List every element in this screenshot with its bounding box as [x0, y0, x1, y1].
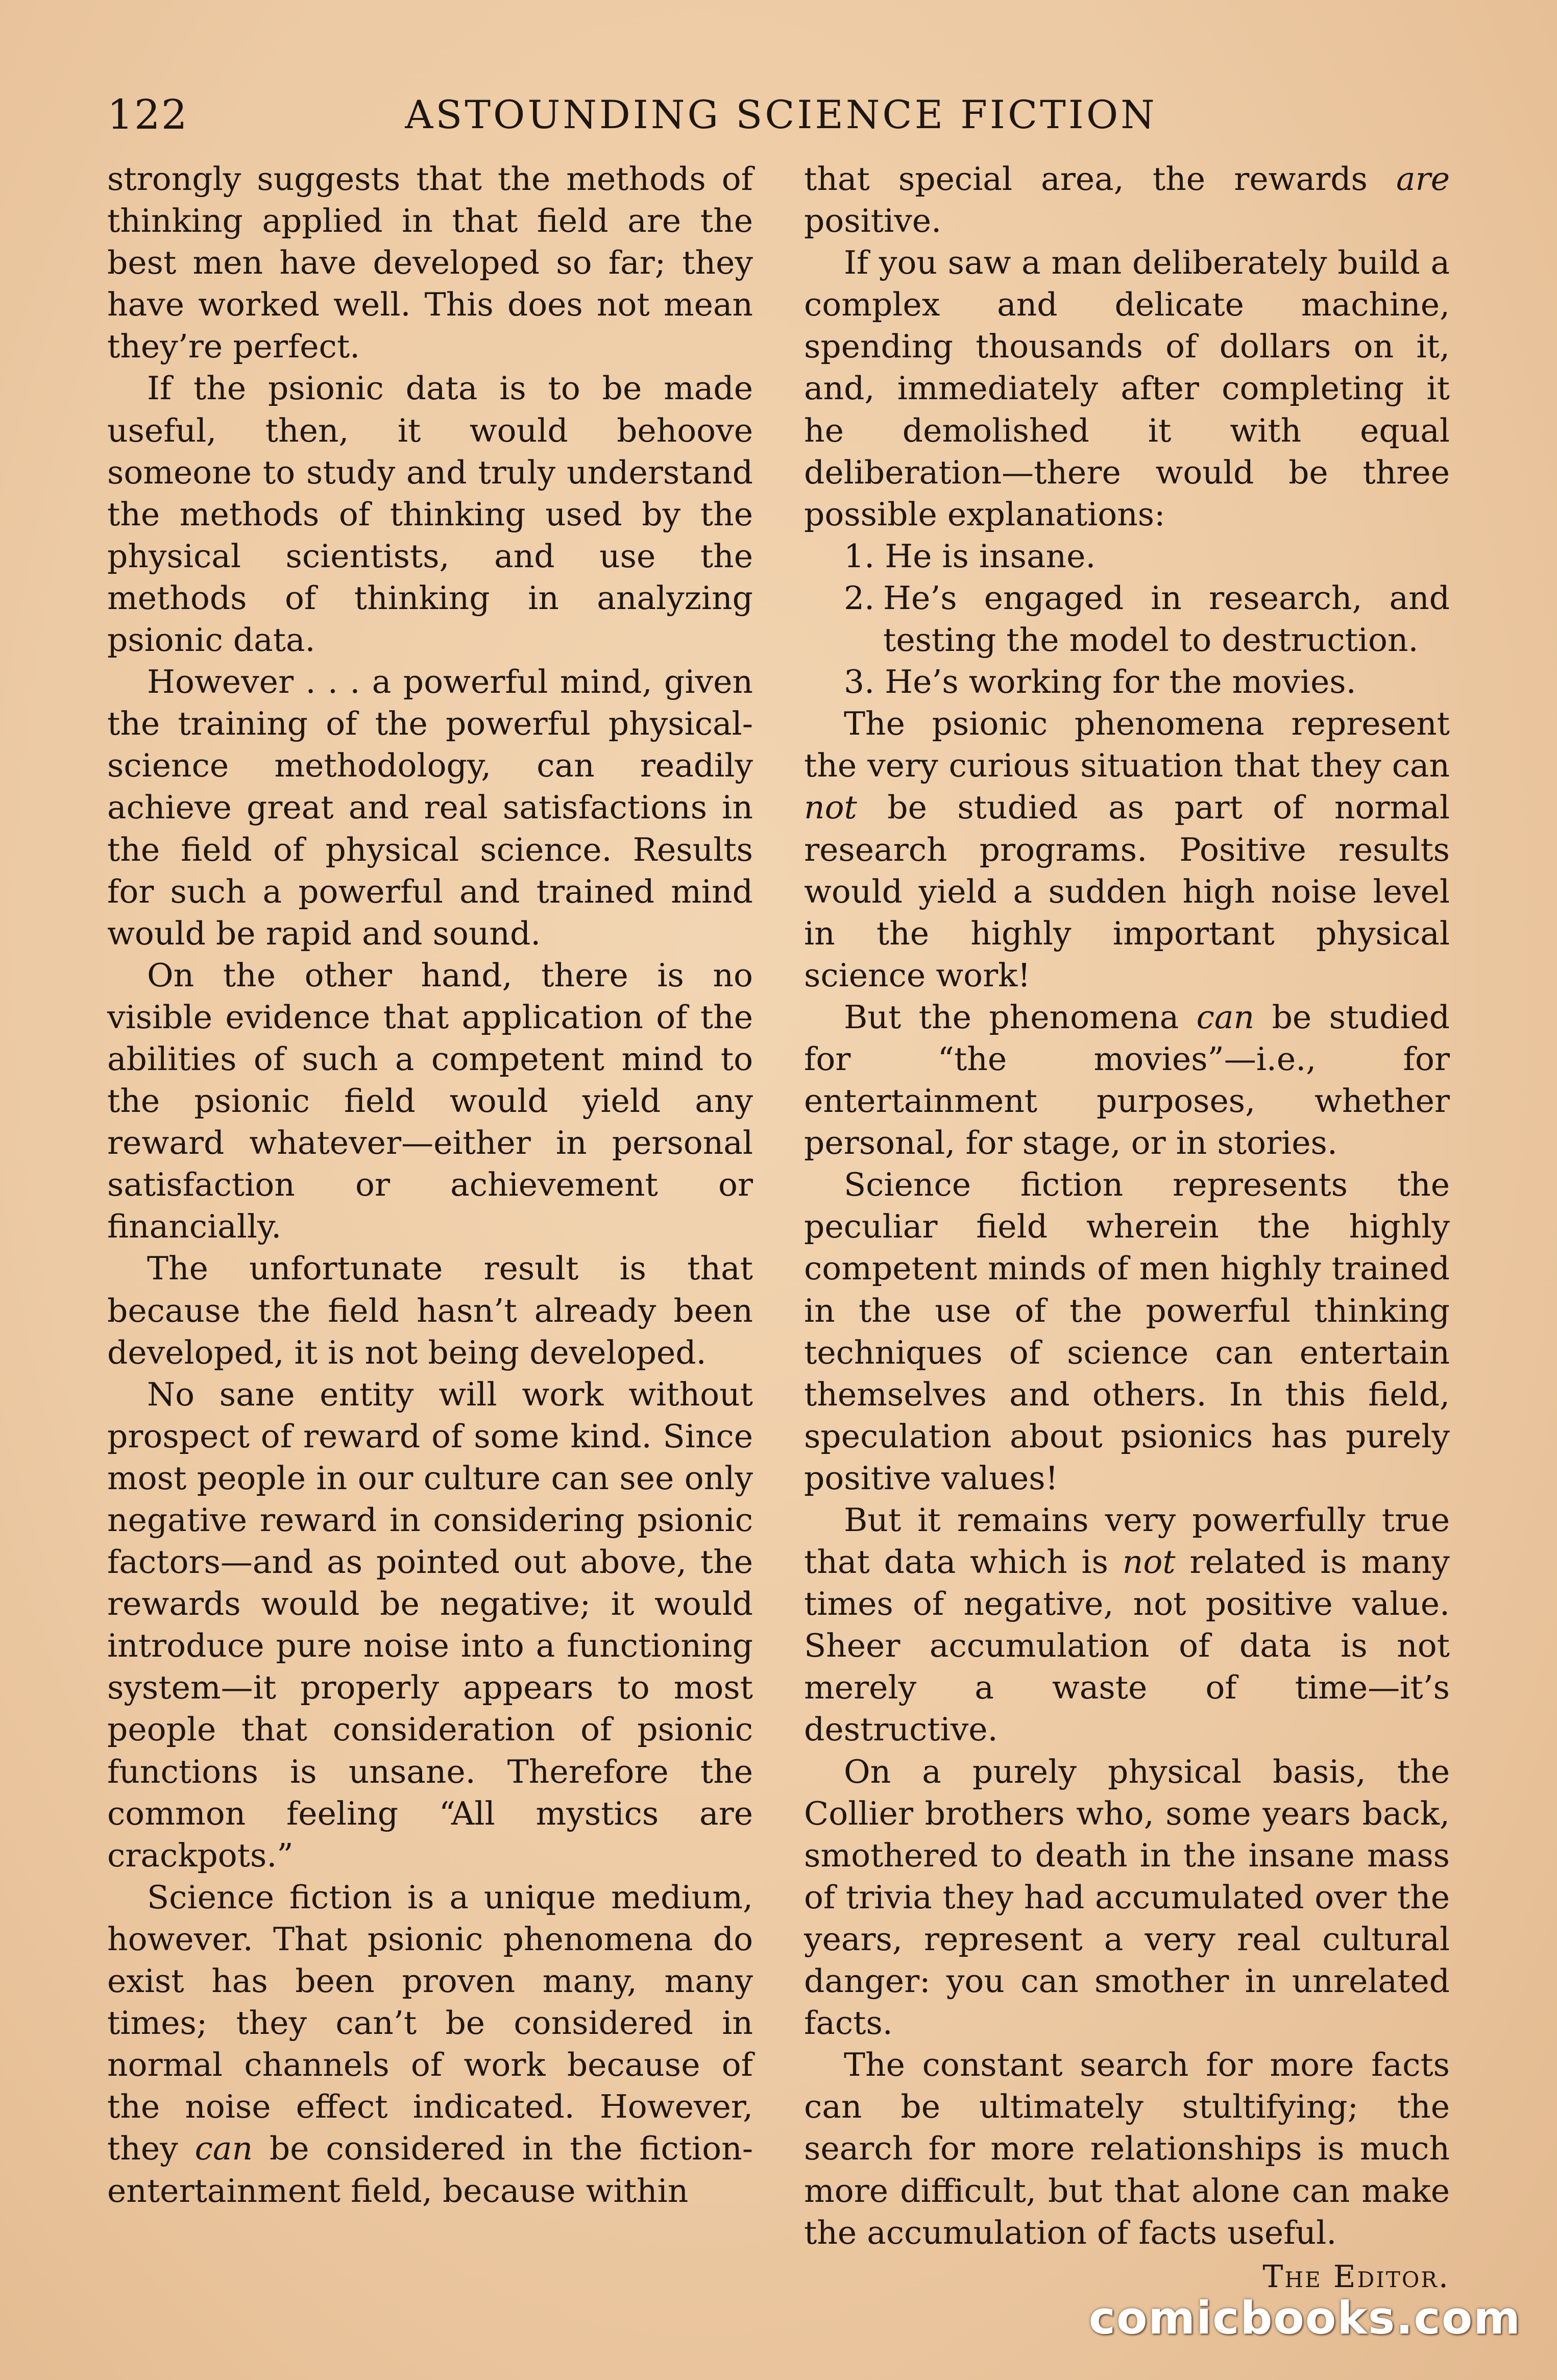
watermark: comicbooks.com	[1088, 2292, 1521, 2344]
list-text: He’s engaged in research, and testing the model to destruction.	[883, 579, 1450, 659]
paragraph: If the psionic data is to be made useful, then, it would behoove someone to study and truly understand the methods of thinking used by the physical scientists, and use the methods of thinking in analyzing psionic data.	[107, 370, 753, 659]
paragraph	[804, 158, 1450, 242]
left-column	[107, 158, 753, 2212]
text-run: The psionic phenomena represent the very curious situation that they can	[804, 705, 1450, 785]
paragraph	[804, 1499, 1450, 1751]
emphasis: can	[1196, 998, 1255, 1036]
paragraph: strongly suggests that the methods of thinking applied in that field are the best men have developed so far; they have worked well. This does not mean they’re perfect.	[107, 160, 753, 366]
text-run: Science fiction is a unique medium, however. That psionic phenomena do exist has been proven many, many times; they can’t be considered in normal channels of work because of the noise effect indicated. However, they	[107, 1878, 753, 2168]
list-item	[804, 577, 1450, 661]
paragraph: Science fiction represents the peculiar field wherein the highly competent minds of men highly trained in the use of the powerful thinking techniques of science can entertain themselves and others. In this field, speculation about psionics has purely positive values!	[804, 1166, 1450, 1497]
text-run: related is many times of negative, not positive value. Sheer accumulation of data is not merely a waste of time—it’s destructive.	[804, 1543, 1450, 1748]
list-number: 2.	[844, 579, 875, 617]
text-run: be studied for “the movies”—i.e., for entertainment purposes, whether personal, for stage, or in stories.	[804, 998, 1450, 1162]
emphasis: not	[1122, 1543, 1176, 1581]
text-run: be studied as part of normal research programs. Positive results would yield a sudden high noise level in the highly important physical science work!	[804, 789, 1450, 994]
text-run: that special area, the rewards	[804, 160, 1397, 198]
editor-signature: The Editor.	[1262, 2258, 1450, 2295]
paragraph	[107, 1877, 753, 2212]
paragraph	[804, 997, 1450, 1164]
paragraph: On a purely physical basis, the Collier brothers who, some years back, smothered to death in the insane mass of trivia they had accumulated over the years, represent a very real cultural danger: you can smother in unrelated facts.	[804, 1753, 1450, 2042]
text-run: But it remains very powerfully true that data which is	[804, 1501, 1450, 1581]
emphasis: are	[1396, 160, 1450, 198]
paragraph: The unfortunate result is that because the field hasn’t already been developed, it is not being developed.	[107, 1250, 753, 1371]
emphasis: can	[194, 2130, 253, 2168]
paragraph: However . . . a powerful mind, given the training of the powerful physical-science methodology, can readily achieve great and real satisfactions in the field of physical science. Results for such a powerful and trained mind would be rapid and sound.	[107, 663, 753, 952]
paragraph: If you saw a man deliberately build a complex and delicate machine, spending thousands of dollars on it, and, immediately after completing it he demolished it with equal deliberation—there would be three possible explanations:	[804, 244, 1450, 533]
text-run: But the phenomena	[844, 998, 1197, 1036]
paragraph: On the other hand, there is no visible evidence that application of the abilities of such a competent mind to the psionic field would yield any reward whatever—either in personal satisfaction or achievement or financially.	[107, 956, 753, 1246]
page-header	[107, 84, 1455, 145]
list-item: 1. He is insane.	[844, 537, 1096, 575]
right-column	[804, 158, 1450, 2298]
page-number: 122	[107, 91, 188, 138]
text-run: positive.	[804, 202, 942, 240]
paragraph: The constant search for more facts can be ultimately stultifying; the search for more relationships is much more difficult, but that alone can make the accumulation of facts useful.	[804, 2046, 1450, 2251]
text-run: be considered in the fiction-entertainment field, because within	[107, 2130, 753, 2209]
running-title: ASTOUNDING SCIENCE FICTION	[405, 92, 1157, 137]
paragraph: No sane entity will work without prospect of reward of some kind. Since most people in our culture can see only negative reward in considering psionic factors—and as pointed out above, the rewards would be negative; it would introduce pure noise into a functioning system—it properly appears to most people that consideration of psionic functions is unsane. Therefore the common feeling “All mystics are crackpots.”	[107, 1375, 753, 1874]
list-item: 3. He’s working for the movies.	[844, 663, 1356, 701]
emphasis: not	[804, 789, 857, 827]
paragraph	[804, 703, 1450, 997]
